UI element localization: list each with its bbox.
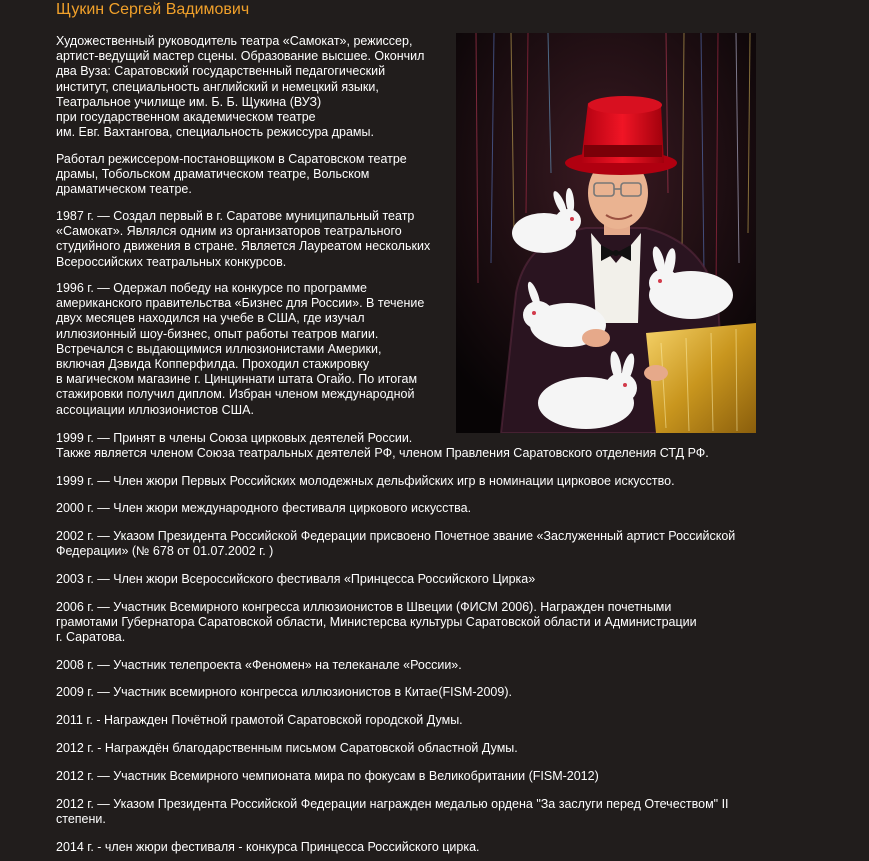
magician-photo — [456, 33, 756, 433]
magician-photo-icon — [456, 33, 756, 433]
bio-paragraph-2012-medal: 2012 г. — Указом Президента Российской Федерации награжден медалью ордена "За заслуги перед Отечеством" II степени. — [56, 797, 729, 827]
bio-paragraph-2008: 2008 г. — Участник телепроекта «Феномен» на телеканале «России». — [56, 658, 462, 672]
bio-paragraph-1996: 1996 г. — Одержал победу на конкурсе по программе американского правительства «Бизнес для России». В течение двух месяцев находился на учебе в США, где изучал иллюзионный шоу-бизнес, опыт работы театров магии. Встречался с выдающимися иллюзионистами Америки, включая Дэвида Копперфилда. Проходил стажировку в магическом магазине г. Цинциннати штата Огайо. По итогам стажировки получил диплом. Избран членом международной ассоциации иллюзионистов США. — [56, 281, 425, 417]
bio-paragraph-work: Работал режиссером-постановщиком в Саратовском театре драмы, Тобольском драматическом театре, Вольском драматическом театре. — [56, 152, 407, 197]
bio-paragraph-2009: 2009 г. — Участник всемирного конгресса иллюзионистов в Китае(FISM-2009). — [56, 685, 512, 699]
bio-paragraph-education: Художественный руководитель театра «Самокат», режиссер, артист-ведущий мастер сцены. Образование высшее. Окончил два Вуза: Саратовский государственный педагогический институт, специальность английский и немецкий языки, Театральное училище им. Б. Б. Щукина (ВУЗ) при государственном академическом театре им. Евг. Вахтангова, специальность режиссура драмы. — [56, 34, 425, 140]
bio-paragraph-1987: 1987 г. — Создал первый в г. Саратове муниципальный театр «Самокат». Являлся одним из организаторов театрального студийного движения в стране. Является Лауреатом нескольких Всероссийских театральных конкурсов. — [56, 209, 431, 269]
bio-paragraph-2012-fism: 2012 г. — Участник Всемирного чемпионата мира по фокусам в Великобритании (FISM-2012) — [56, 769, 599, 783]
bio-paragraph-2012-letter: 2012 г. - Награждён благодарственным письмом Саратовской областной Думы. — [56, 741, 518, 755]
bio-paragraph-2002: 2002 г. — Указом Президента Российской Федерации присвоено Почетное звание «Заслуженный артист Российской Федерации» (№ 678 от 01.07.2002 г. ) — [56, 529, 736, 559]
bio-paragraph-2003: 2003 г. — Член жюри Всероссийского фестиваля «Принцесса Российского Цирка» — [56, 572, 536, 586]
bio-paragraph-2000: 2000 г. — Член жюри международного фестиваля циркового искусства. — [56, 501, 472, 515]
bio-paragraph-2006: 2006 г. — Участник Всемирного конгресса иллюзионистов в Швеции (ФИСМ 2006). Награжден почетными грамотами Губернатора Саратовской области, Министерсва культуры Саратовской области и Администрации г. Саратова. — [56, 600, 697, 645]
bio-paragraph-1999-union: 1999 г. — Принят в члены Союза цирковых деятелей России. Также является членом Союза театральных деятелей РФ, членом Правления Саратовского отделения СТД РФ. — [56, 431, 709, 461]
page-title: Щукин Сергей Вадимович — [56, 1, 250, 18]
bio-paragraph-1999-jury: 1999 г. — Член жюри Первых Российских молодежных дельфийских игр в номинации цирковое искусство. — [56, 474, 675, 488]
bio-paragraph-2014: 2014 г. - член жюри фестиваля - конкурса Принцесса Российского цирка. — [56, 840, 480, 854]
bio-paragraph-2011: 2011 г. - Награжден Почётной грамотой Саратовской городской Думы. — [56, 713, 463, 727]
